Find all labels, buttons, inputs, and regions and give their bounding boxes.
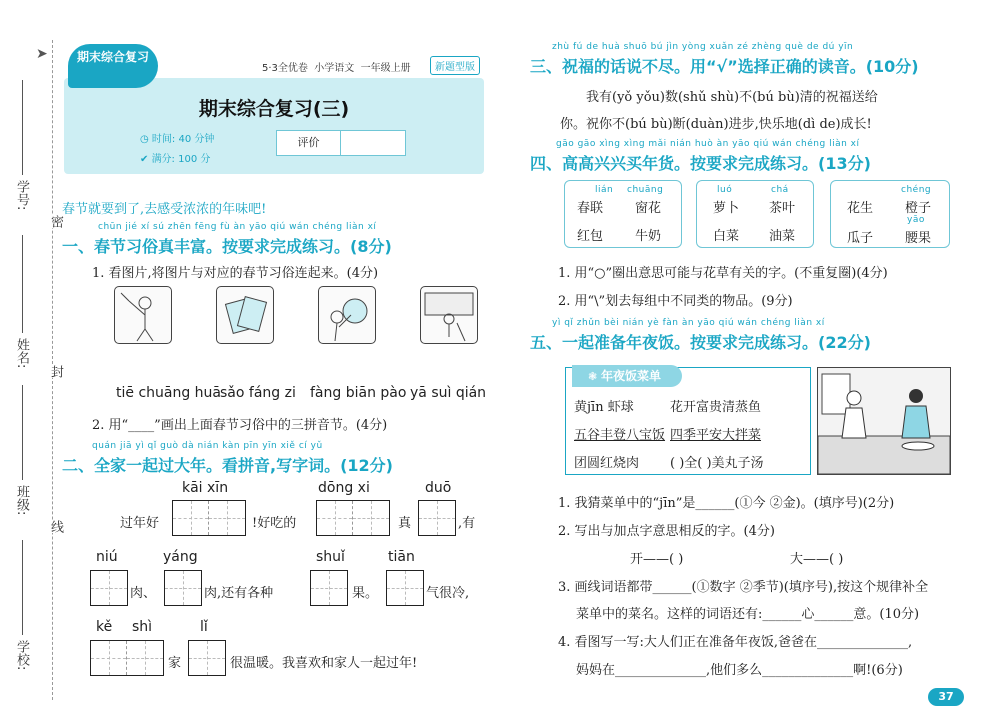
goods-box-1: lián chuāng 春联 窗花 红包 牛奶 [564,180,682,248]
pinyin-shui: shuǐ [316,549,345,565]
pinyin-kaixin: kāi xīn [182,480,229,496]
seal-mi: 密 [48,215,63,228]
pinyin-duo: duō [425,480,452,496]
evaluation-field[interactable] [341,131,405,155]
item-huasheng[interactable]: 花生 [847,201,874,216]
item-youcai[interactable]: 油菜 [769,229,796,244]
section3-title: 三、祝福的话说不尽。用“√”选择正确的读音。(10分) [530,57,919,76]
pinyin-li: lǐ [200,619,208,635]
menu-item-3: 五谷丰登八宝饭 [574,428,666,443]
item-niunai[interactable]: 牛奶 [635,229,662,244]
write-box-tian[interactable] [386,570,424,606]
section2-title: 二、全家一起过大年。看拼音,写字词。(12分) [62,456,393,475]
seal-xian: 线 [48,520,63,533]
pinyin-ke: kě [96,619,113,635]
item-guazi[interactable]: 瓜子 [847,231,874,246]
class-line [22,385,23,480]
pinyin-niu: niú [96,549,118,565]
menu-item-1: 黄jīn 虾球 [574,400,634,415]
pinyin-tian: tiān [388,549,415,565]
text-guo: 果。 [352,586,379,601]
item-chunlian[interactable]: 春联 [577,201,604,216]
text-rou1: 肉、 [130,586,157,601]
name-label: 姓名: [14,338,29,369]
menu-item-4: 四季平安大拌菜 [670,428,762,443]
write-box-duo[interactable] [418,500,456,536]
section3-line2: 你。祝你不(bú bù)断(duàn)进步,快乐地(dì de)成长! [560,117,872,132]
section5-q3b: 菜单中的菜名。这样的词语还有:______心______意。(10分) [576,607,920,622]
custom-pinyin-3: fàng biān pào [310,385,407,401]
text-rou2: 肉,还有各种 [204,586,274,601]
picture-window-flower [318,286,376,344]
pinyin-dongxi: dōng xi [318,480,370,496]
section1-title: 一、春节习俗真丰富。按要求完成练习。(8分) [62,237,392,256]
picture-red-envelope [216,286,274,344]
write-box-li[interactable] [188,640,226,676]
rocket-icon: ➤ [36,46,48,62]
section5-q2-b: 大——( ) [790,552,844,567]
page-title: 期末综合复习(三) [198,98,350,120]
item-luobo[interactable]: 萝卜 [713,201,740,216]
evaluation-label: 评价 [277,131,341,155]
menu-item-2: 花开富贵清蒸鱼 [670,400,762,415]
school-label: 学校: [14,640,29,671]
section5-q3a: 3. 画线词语都带______(①数字 ②季节)(填序号),按这个规律补全 [558,580,929,595]
picture-window-paper [114,286,172,344]
section5-q4a: 4. 看图写一写:大人们正在准备年夜饭,爸爸在______________, [558,635,913,650]
section5-pinyin: yì qǐ zhǔn bèi nián yè fàn àn yāo qiú wán chéng liàn xí [552,318,825,328]
evaluation-box [276,130,406,156]
section2-pinyin: quán jiā yì qǐ guò dà nián kàn pīn yīn xiě cí yǔ [92,441,323,451]
section5-title: 五、一起准备年夜饭。按要求完成练习。(22分) [530,333,871,352]
custom-pinyin-4: yā suì qián [410,385,487,401]
section4-title: 四、高高兴兴买年货。按要求完成练习。(13分) [530,154,871,173]
section1-q2: 2. 用“____”画出上面春节习俗中的三拼音节。(4分) [92,418,388,433]
custom-pinyin-2: sǎo fáng zi [220,385,296,401]
goods-box-2: luó chá 萝卜 茶叶 白菜 油菜 [696,180,814,248]
time-info: ◷ 时间: 40 分钟 [140,134,215,145]
write-box-shui[interactable] [310,570,348,606]
text-you: ,有 [458,516,476,531]
picture-sweeping [420,286,478,344]
write-box-dongxi[interactable] [316,500,390,536]
section5-q4b: 妈妈在______________,他们多么______________啊!(6分) [576,663,903,678]
pinyin-shi: shì [132,619,153,635]
book-info: 5·3全优卷 小学语文 一年级上册 [262,63,411,74]
menu-title: ❃ 年夜饭菜单 [572,365,682,387]
menu-item-5: 团圆红烧肉 [574,456,640,471]
pinyin-yang: yáng [163,549,198,565]
section3-line1: 我有(yǒ yǒu)数(shǔ shù)不(bú bù)清的祝福送给 [586,90,878,105]
section5-q1: 1. 我猜菜单中的“jīn”是______(①今 ②金)。(填序号)(2分) [558,496,895,511]
menu-item-6: ( )全( )美丸子汤 [670,456,764,471]
text-haochide: !好吃的 [252,516,297,531]
custom-pinyin-1: tiē chuāng huā [116,385,221,401]
page-number: 37 [928,688,964,706]
section4-q1: 1. 用“○”圈出意思可能与花草有关的字。(不重复圈)(4分) [558,266,888,281]
text-zhen: 真 [398,516,412,531]
student-no-line [22,80,23,175]
write-box-niu[interactable] [90,570,128,606]
school-line [22,540,23,635]
name-line [22,235,23,333]
write-box-yang[interactable] [164,570,202,606]
intro-text: 春节就要到了,去感受浓浓的年味吧! [62,202,267,217]
section5-q2-a: 开——( ) [630,552,684,567]
kitchen-picture [817,367,951,475]
section5-q2: 2. 写出与加点字意思相反的字。(4分) [558,524,775,539]
item-baicai[interactable]: 白菜 [713,229,740,244]
write-box-kaixin[interactable] [172,500,246,536]
score-info: ✔ 满分: 100 分 [140,154,211,165]
class-label: 班级: [14,485,29,516]
item-yaoguo[interactable]: 腰果 [905,231,932,246]
text-qihenleng: 气很冷, [426,586,470,601]
item-chengzi[interactable]: 橙子 [905,201,932,216]
edition-tag: 新题型版 [430,56,480,75]
section3-pinyin: zhù fú de huà shuō bú jìn yòng xuǎn zé zhèng què de dú yīn [552,42,854,52]
text-guonianhao: 过年好 [120,516,160,531]
write-box-keshi[interactable] [90,640,164,676]
text-jia: 家 [168,656,182,671]
goods-box-3: chéng yāo 花生 橙子 瓜子 腰果 [830,180,950,248]
section1-pinyin: chūn jié xí sú zhēn fēng fù àn yāo qiú wán chéng liàn xí [98,222,377,232]
text-henwennuan: 很温暖。我喜欢和家人一起过年! [230,656,418,671]
student-no-label: 学号: [14,180,29,211]
item-chuanghua[interactable]: 窗花 [635,201,662,216]
review-badge: 期末综合复习 [68,44,158,88]
seal-feng: 封 [48,365,63,378]
section1-q1: 1. 看图片,将图片与对应的春节习俗连起来。(4分) [92,266,379,281]
item-hongbao[interactable]: 红包 [577,229,604,244]
item-chaye[interactable]: 茶叶 [769,201,796,216]
section4-q2: 2. 用“\”划去每组中不同类的物品。(9分) [558,294,793,309]
title-banner [64,78,484,174]
section4-pinyin: gāo gāo xìng xìng mǎi nián huò àn yāo qiú wán chéng liàn xí [556,139,860,149]
